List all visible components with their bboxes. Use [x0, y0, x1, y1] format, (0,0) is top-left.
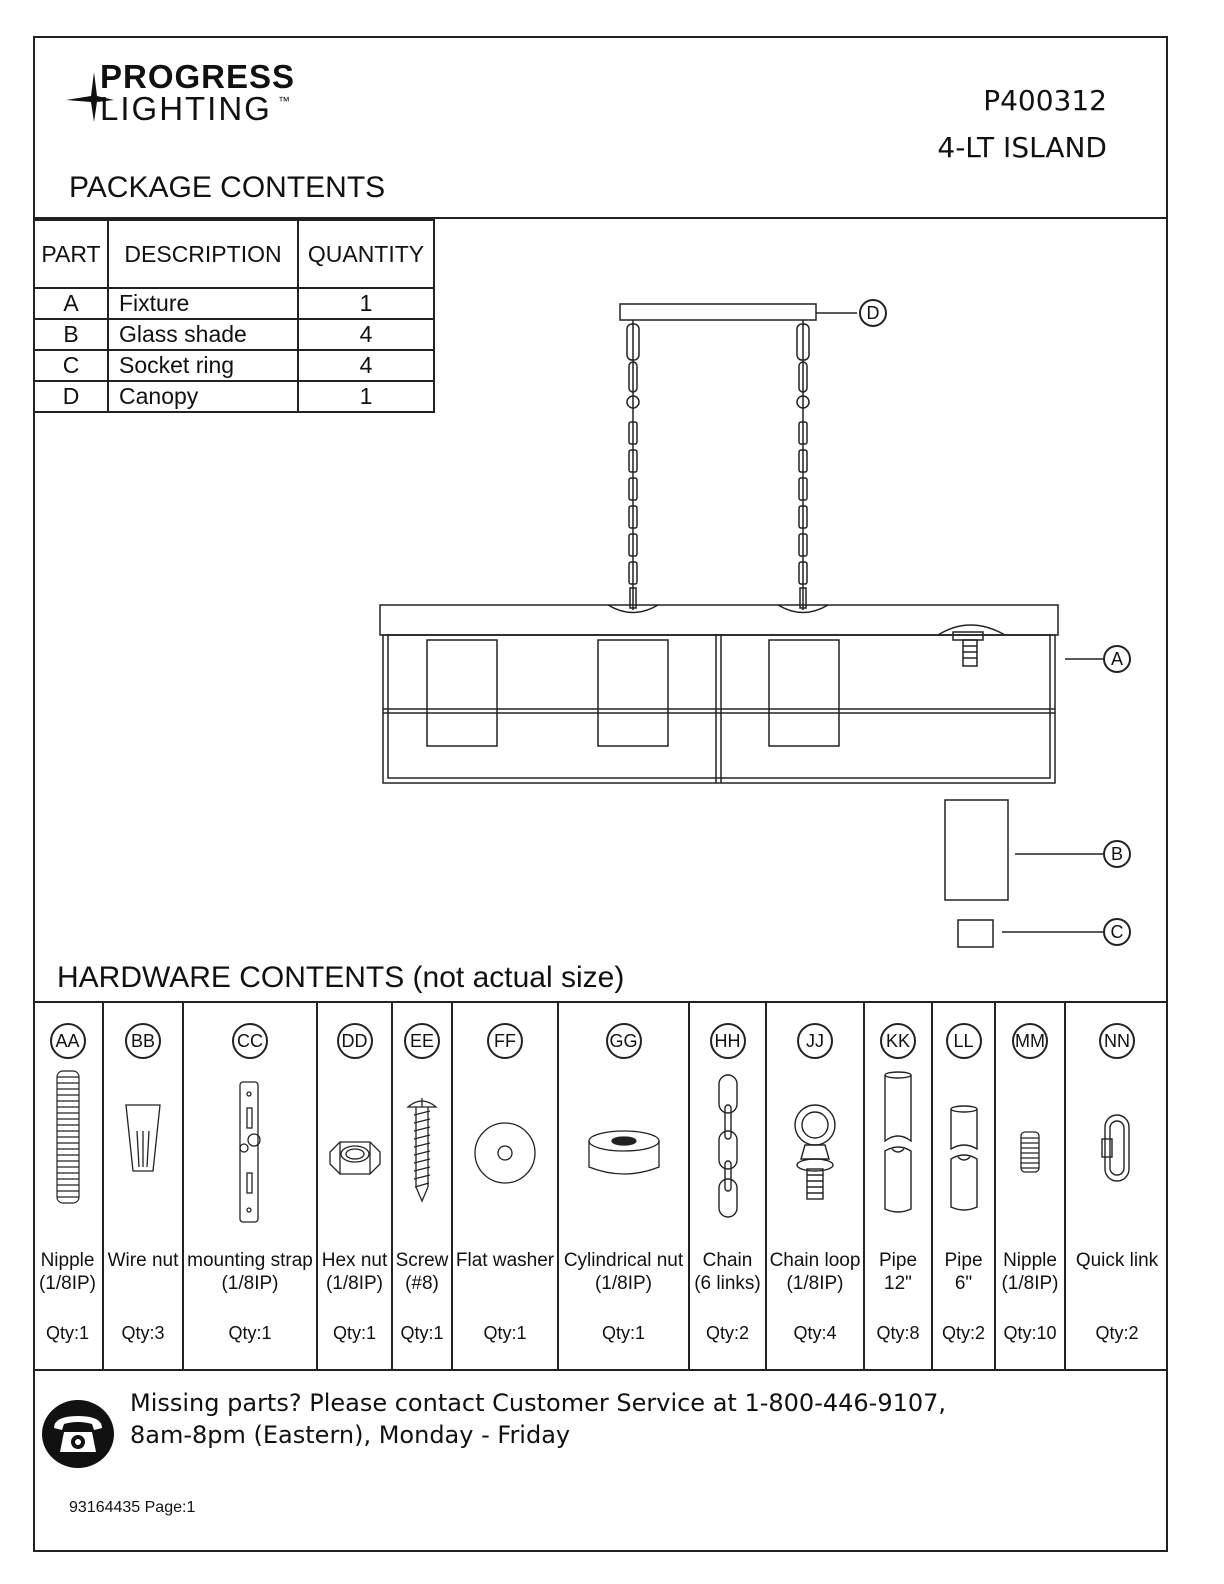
- callout-b: B: [1103, 840, 1131, 868]
- item-name: Chain (6 links): [694, 1250, 761, 1294]
- part-quantity: 1: [298, 288, 434, 319]
- item-qty: Qty:1: [332, 1323, 376, 1343]
- item-qty: Qty:1: [483, 1323, 527, 1343]
- item-code: CC: [232, 1023, 268, 1059]
- brand-logo: [64, 60, 314, 130]
- item-code: EE: [404, 1023, 440, 1059]
- item-qty: Qty:3: [121, 1323, 165, 1343]
- part-description: Socket ring: [108, 350, 298, 381]
- item-qty: Qty:1: [228, 1323, 272, 1343]
- hardware-title: HARDWARE CONTENTS (not actual size): [57, 961, 625, 994]
- hardware-item-kk: [865, 1003, 933, 1370]
- part-letter: D: [34, 381, 108, 412]
- part-quantity: 4: [298, 350, 434, 381]
- quick-link-icon: [1099, 1113, 1135, 1183]
- item-name: Chain loop (1/8IP): [769, 1250, 861, 1294]
- item-code: MM: [1012, 1023, 1048, 1059]
- part-description: Canopy: [108, 381, 298, 412]
- pipe-12-icon: [882, 1069, 914, 1217]
- item-name: Nipple (1/8IP): [38, 1250, 97, 1294]
- item-name: Screw (#8): [395, 1250, 449, 1294]
- item-qty: Qty:1: [400, 1323, 444, 1343]
- item-code: KK: [880, 1023, 916, 1059]
- canopy-shape: [620, 304, 816, 320]
- nipple-short-icon: [1019, 1130, 1041, 1174]
- item-name: Nipple (1/8IP): [1001, 1250, 1059, 1294]
- item-qty: Qty:8: [876, 1323, 920, 1343]
- item-qty: Qty:1: [45, 1323, 89, 1343]
- item-name: Hex nut (1/8IP): [321, 1250, 388, 1294]
- chain-right: [797, 320, 809, 610]
- item-name: Quick link: [1075, 1250, 1159, 1271]
- document-id: 93164435 Page:1: [69, 1499, 196, 1516]
- hardware-item-mm: [996, 1003, 1066, 1370]
- item-name: Pipe 12": [878, 1250, 918, 1294]
- part-letter: C: [34, 350, 108, 381]
- item-name: mounting strap (1/8IP): [187, 1250, 313, 1294]
- chain-icon: [716, 1073, 740, 1219]
- item-code: DD: [337, 1023, 373, 1059]
- contact-line-1: Missing parts? Please contact Customer Service at 1-800-446-9107,: [130, 1389, 947, 1417]
- hardware-grid: [33, 1003, 1168, 1370]
- callout-d: D: [859, 299, 887, 327]
- trademark: ™: [278, 94, 290, 108]
- hardware-item-dd: [318, 1003, 393, 1370]
- shade-1: [427, 640, 497, 746]
- hardware-item-gg: [559, 1003, 690, 1370]
- item-name: Flat washer: [455, 1250, 555, 1271]
- item-code: BB: [125, 1023, 161, 1059]
- hardware-item-ff: [453, 1003, 559, 1370]
- item-qty: Qty:4: [793, 1323, 837, 1343]
- item-code: LL: [946, 1023, 982, 1059]
- item-qty: Qty:2: [705, 1323, 749, 1343]
- item-qty: Qty:1: [601, 1323, 645, 1343]
- item-qty: Qty:2: [941, 1323, 985, 1343]
- chain-loop-icon: [785, 1103, 845, 1213]
- item-code: GG: [606, 1023, 642, 1059]
- model-name: 4-LT ISLAND: [937, 131, 1107, 164]
- part-description: Fixture: [108, 288, 298, 319]
- pipe-6-icon: [948, 1103, 980, 1215]
- hardware-item-ll: [933, 1003, 996, 1370]
- shade-2: [598, 640, 668, 746]
- fixture-diagram: [370, 290, 1150, 970]
- hardware-item-aa: [33, 1003, 104, 1370]
- part-letter: B: [34, 319, 108, 350]
- col-description: DESCRIPTION: [108, 220, 298, 288]
- item-qty: Qty:10: [1003, 1323, 1057, 1343]
- wire-nut-icon: [123, 1101, 163, 1175]
- screw-icon: [405, 1095, 439, 1205]
- item-code: NN: [1099, 1023, 1135, 1059]
- socket-ring: [958, 920, 993, 947]
- item-code: AA: [50, 1023, 86, 1059]
- hardware-item-hh: [690, 1003, 767, 1370]
- hardware-item-bb: [104, 1003, 184, 1370]
- mounting-strap-icon: [230, 1078, 270, 1228]
- item-code: HH: [710, 1023, 746, 1059]
- cylindrical-nut-icon: [587, 1129, 661, 1179]
- nipple-long-icon: [53, 1063, 83, 1213]
- part-quantity: 4: [298, 319, 434, 350]
- item-name: Cylindrical nut (1/8IP): [563, 1250, 684, 1294]
- model-number: P400312: [983, 84, 1107, 117]
- contact-line-2: 8am-8pm (Eastern), Monday - Friday: [130, 1421, 571, 1449]
- chain-left: [627, 320, 639, 610]
- package-contents-title: PACKAGE CONTENTS: [69, 171, 386, 204]
- col-part: PART: [34, 220, 108, 288]
- item-name: Pipe 6": [944, 1250, 983, 1294]
- hardware-item-jj: [767, 1003, 865, 1370]
- item-qty: Qty:2: [1095, 1323, 1139, 1343]
- item-code: FF: [487, 1023, 523, 1059]
- hex-nut-icon: [328, 1138, 382, 1178]
- part-letter: A: [34, 288, 108, 319]
- brand-line2: LIGHTING: [100, 90, 272, 127]
- item-code: JJ: [797, 1023, 833, 1059]
- brand-line1: PROGRESS: [100, 58, 296, 95]
- phone-icon: [40, 1398, 116, 1470]
- part-quantity: 1: [298, 381, 434, 412]
- part-description: Glass shade: [108, 319, 298, 350]
- col-quantity: QUANTITY: [298, 220, 434, 288]
- callout-c: C: [1103, 918, 1131, 946]
- fixture-top-bar: [380, 605, 1058, 635]
- callout-a: A: [1103, 645, 1131, 673]
- flat-washer-icon: [473, 1121, 537, 1185]
- hardware-item-cc: [184, 1003, 318, 1370]
- hardware-item-ee: [393, 1003, 453, 1370]
- loose-shade: [945, 800, 1008, 900]
- shade-3: [769, 640, 839, 746]
- hardware-item-nn: [1066, 1003, 1168, 1370]
- item-name: Wire nut: [107, 1250, 179, 1271]
